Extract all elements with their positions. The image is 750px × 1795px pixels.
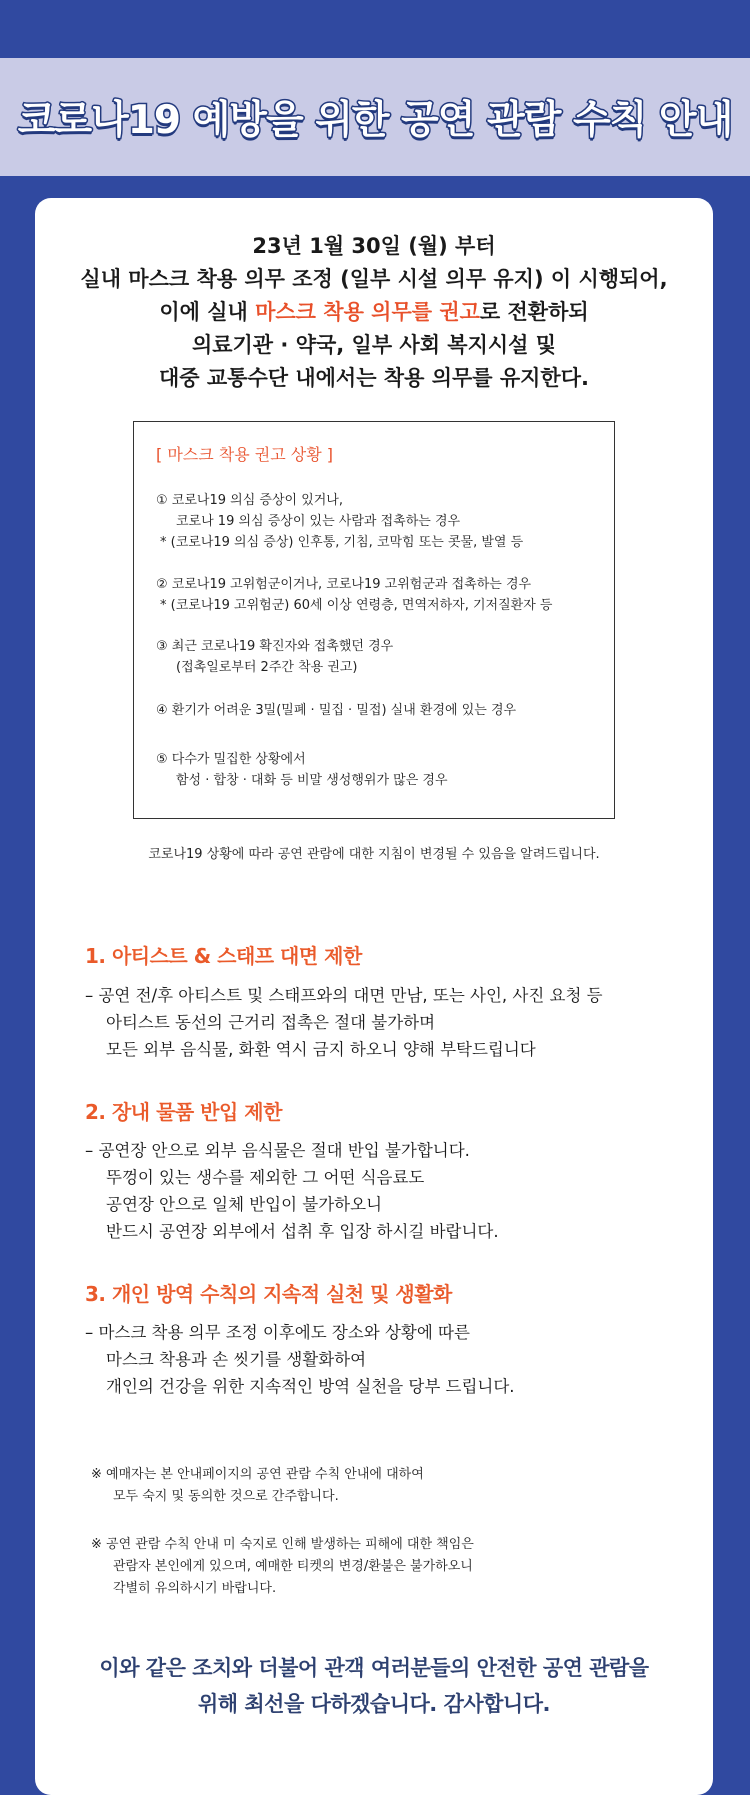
section-line: 반드시 공연장 외부에서 섭취 후 입장 하시길 바랍니다.: [106, 1222, 499, 1241]
disclaimer-line: ※ 공연 관람 수칙 안내 미 숙지로 인해 발생하는 피해에 대한 책임은: [91, 1537, 474, 1552]
disclaimer-line: 각별히 유의하시기 바랍니다.: [113, 1581, 277, 1596]
section-line: – 마스크 착용 의무 조정 이후에도 장소와 상황에 따른: [85, 1323, 470, 1342]
section-line: 개인의 건강을 위한 지속적인 방역 실천을 당부 드립니다.: [106, 1377, 515, 1396]
box-item-note: * (코로나19 의심 증상) 인후통, 기침, 코막힘 또는 콧물, 발열 등: [160, 535, 524, 550]
box-item-line: ④ 환기가 어려운 3밀(밀폐 · 밀집 · 밀접) 실내 환경에 있는 경우: [156, 703, 517, 718]
section-body-2: [85, 1137, 705, 1245]
guideline-change-notice: 코로나19 상황에 따라 공연 관람에 대한 지침이 변경될 수 있음을 알려드립니다.: [148, 847, 600, 862]
box-item-2: [156, 574, 611, 616]
section-line: 아티스트 동선의 근거리 접촉은 절대 불가하며: [106, 1013, 436, 1032]
section-heading-1: 1. 아티스트 & 스태프 대면 제한: [85, 944, 362, 968]
intro-line: [35, 296, 713, 329]
section-body-3: [85, 1319, 705, 1400]
box-item-note: * (코로나19 고위험군) 60세 이상 연령층, 면역저하자, 기저질환자 등: [160, 598, 553, 613]
box-item-line: 함성 · 합창 · 대화 등 비말 생성행위가 많은 경우: [176, 773, 448, 788]
box-item-line: ② 코로나19 고위험군이거나, 코로나19 고위험군과 접촉하는 경우: [156, 577, 532, 592]
section-line: 마스크 착용과 손 씻기를 생활화하여: [106, 1350, 367, 1369]
closing-line: 위해 최선을 다하겠습니다. 감사합니다.: [198, 1692, 550, 1716]
intro-line: 대중 교통수단 내에서는 착용 의무를 유지한다.: [159, 366, 589, 390]
box-item-line: 코로나 19 의심 증상이 있는 사람과 접촉하는 경우: [176, 514, 461, 529]
box-item-line: ③ 최근 코로나19 확진자와 접촉했던 경우: [156, 639, 394, 654]
mask-recommendation-box: [133, 421, 615, 819]
intro-highlight: 마스크 착용 의무를 권고: [255, 300, 480, 324]
disclaimer-2: [91, 1534, 474, 1600]
box-item-3: [156, 636, 611, 678]
section-heading-2: 2. 장내 물품 반입 제한: [85, 1100, 282, 1124]
section-line: 공연장 안으로 일체 반입이 불가하오니: [106, 1195, 383, 1214]
intro-text: [35, 230, 713, 395]
section-line: – 공연 전/후 아티스트 및 스태프와의 대면 만남, 또는 사인, 사진 요청 등: [85, 986, 603, 1005]
closing-line: 이와 같은 조치와 더불어 관객 여러분들의 안전한 공연 관람을: [99, 1656, 649, 1680]
section-line: 모든 외부 음식물, 화환 역시 금지 하오니 양해 부탁드립니다: [106, 1040, 536, 1059]
section-line: – 공연장 안으로 외부 음식물은 절대 반입 불가합니다.: [85, 1141, 470, 1160]
intro-line: 의료기관 · 약국, 일부 사회 복지시설 및: [191, 333, 557, 357]
title-banner: [0, 58, 750, 176]
box-item-5: [156, 749, 611, 791]
intro-text-part: 로 전환하되: [479, 300, 589, 324]
box-item-1: [156, 490, 611, 553]
page-title: 코로나19 예방을 위한 공연 관람 수칙 안내: [17, 98, 733, 143]
disclaimer-line: 관람자 본인에게 있으며, 예매한 티켓의 변경/환불은 불가하오니: [113, 1559, 473, 1574]
disclaimer-1: [91, 1464, 424, 1508]
box-title: [ 마스크 착용 권고 상황 ]: [156, 445, 334, 464]
section-heading-3: 3. 개인 방역 수칙의 지속적 실천 및 생활화: [85, 1282, 452, 1306]
intro-text-part: 이에 실내: [159, 300, 256, 324]
disclaimer-line: 모두 숙지 및 동의한 것으로 간주합니다.: [113, 1489, 339, 1504]
intro-line: 실내 마스크 착용 의무 조정 (일부 시설 의무 유지) 이 시행되어,: [80, 267, 668, 291]
box-item-line: ⑤ 다수가 밀집한 상황에서: [156, 752, 306, 767]
box-item-4: [156, 700, 611, 721]
box-item-line: ① 코로나19 의심 증상이 있거나,: [156, 493, 343, 508]
box-item-line: (접촉일로부터 2주간 착용 권고): [176, 660, 358, 675]
intro-line: 23년 1월 30일 (월) 부터: [252, 234, 496, 258]
section-body-1: [85, 982, 705, 1063]
section-line: 뚜껑이 있는 생수를 제외한 그 어떤 식음료도: [106, 1168, 425, 1187]
closing-message: [35, 1650, 713, 1722]
disclaimer-line: ※ 예매자는 본 안내페이지의 공연 관람 수칙 안내에 대하여: [91, 1467, 424, 1482]
content-card: [35, 198, 713, 1795]
